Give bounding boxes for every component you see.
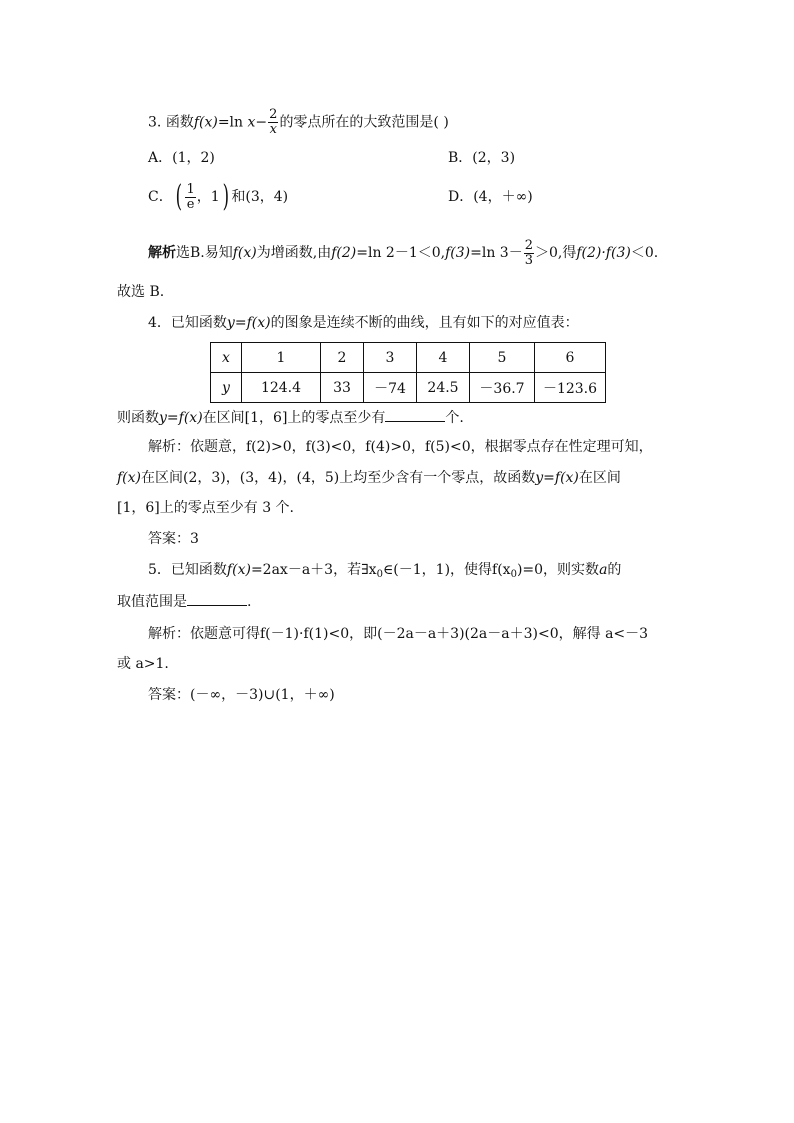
q3-option-a: A．(1，2)	[148, 150, 215, 166]
q3-solution-part2: 为增函数,由	[256, 245, 332, 261]
q4-after-b: 在区间[1，6]上的零点至少有	[202, 410, 386, 426]
left-paren-glyph: (	[175, 179, 182, 214]
q5-line2-b: .	[247, 594, 252, 610]
q4-analysis-eq: =	[543, 470, 555, 486]
q3-fraction	[268, 108, 278, 137]
table-cell: －123.6	[535, 373, 606, 403]
q3-stem	[148, 108, 449, 137]
q4-analysis-text: 在区间(2，3)，(3，4)，(4，5)上均至少含有一个零点，故函数	[141, 470, 536, 486]
q3-solution-part1: 选B.易知	[176, 245, 233, 261]
answer-blank	[187, 591, 247, 606]
q5-answer: 答案：(－∞，－3)∪(1，＋∞)	[148, 687, 335, 703]
q3-frac-num: 2	[269, 107, 278, 122]
q4-analysis-line2	[117, 468, 621, 488]
q3-stem-prefix: 函数	[165, 114, 194, 131]
table-row-label-x: x	[211, 343, 242, 373]
q3-option-c-tail: 和(3，4)	[231, 189, 289, 205]
table-cell: 5	[470, 343, 535, 373]
q4-question	[117, 407, 464, 428]
table-cell: －74	[364, 373, 417, 403]
q3-solution-part4: =ln 3－	[470, 245, 523, 261]
q4-after-eq: =	[166, 410, 179, 426]
table-cell: 33	[321, 373, 364, 403]
table-row	[211, 343, 606, 373]
q5-subscript-2: 0	[510, 569, 517, 580]
q3-option-d: D．(4，＋∞)	[448, 189, 533, 205]
q4-analysis-end: 在区间	[578, 470, 621, 486]
table-cell: 124.4	[242, 373, 321, 403]
q4-after-y: y	[159, 410, 167, 426]
q4-analysis-line3: [1，6]上的零点至少有 3 个.	[117, 500, 294, 516]
table-cell: 6	[535, 343, 606, 373]
q4-stem	[148, 313, 579, 333]
q5-stem-c: ∈(－1，1)，使得f(x	[382, 562, 511, 578]
q5-a: a	[599, 562, 608, 578]
q3-solution-f3: f(3)	[445, 245, 471, 261]
q5-stem-a: 已知函数	[170, 562, 227, 578]
q3-x: x	[247, 114, 256, 131]
q3-stem-suffix: 的零点所在的大致范围是( )	[279, 114, 449, 131]
table-cell: 3	[364, 343, 417, 373]
q3-solution-prod: f(2)·f(3)	[576, 245, 631, 261]
q4-stem-b: 的图象是连续不断的曲线，且有如下的对应值表：	[270, 315, 579, 331]
q3-option-c-frac-num: 1	[186, 181, 195, 197]
answer-blank	[385, 407, 445, 422]
q3-fx: f(x)	[193, 114, 218, 131]
table-cell: 4	[417, 343, 470, 373]
q3-option-c-fraction	[185, 183, 195, 212]
q5-stem-line2	[117, 591, 251, 612]
q5-stem-d: )=0，则实数	[516, 562, 600, 578]
q3-eq-ln: =ln	[217, 114, 244, 131]
q4-eq: =	[234, 315, 247, 331]
table-cell: 1	[242, 343, 321, 373]
q3-solution-f2: f(2)	[331, 245, 357, 261]
q4-number: 4．	[148, 315, 171, 331]
q5-stem	[148, 560, 621, 585]
q3-solution-part5: ＞0,得	[534, 245, 577, 261]
q5-fx: f(x)	[226, 562, 251, 578]
q5-number: 5．	[148, 562, 171, 578]
value-table	[210, 342, 606, 403]
q4-after-fx: f(x)	[178, 410, 203, 426]
q3-solution-fx: f(x)	[232, 245, 257, 261]
table-cell: －36.7	[470, 373, 535, 403]
q3-solution-frac-den: 3	[524, 252, 533, 268]
q3-solution-line2: 故选 B.	[117, 284, 165, 300]
q5-subscript: 0	[376, 569, 383, 580]
q5-line2-a: 取值范围是	[117, 594, 187, 610]
right-paren-glyph: )	[222, 179, 229, 214]
table-row-label-y: y	[211, 373, 242, 403]
q3-option-c-label: C．	[148, 189, 173, 205]
q3-solution	[148, 236, 658, 270]
q4-stem-a: 已知函数	[170, 315, 227, 331]
q5-stem-b: =2ax－a＋3，若∃x	[250, 562, 377, 578]
q3-solution-fraction	[524, 239, 534, 268]
q3-option-b: B．(2，3)	[448, 150, 516, 166]
q4-after-c: 个.	[445, 410, 464, 426]
q3-solution-part6: ＜0.	[630, 245, 659, 261]
table-row	[211, 373, 606, 403]
q4-analysis-fx2: f(x)	[554, 470, 579, 486]
q3-solution-lead: 解析	[148, 245, 176, 261]
table-cell: 24.5	[417, 373, 470, 403]
q3-option-c	[148, 178, 288, 216]
q5-analysis-line1: 解析：依题意可得f(－1)·f(1)<0，即(－2a－a＋3)(2a－a＋3)<0，解得 a<－3	[148, 626, 649, 642]
q4-analysis-line1: 解析：依题意，f(2)>0，f(3)<0，f(4)>0，f(5)<0，根据零点存在性定理可知，	[148, 439, 653, 455]
q4-analysis-y: y	[535, 470, 544, 486]
q3-solution-part3: =ln 2－1＜0,	[356, 245, 446, 261]
q3-minus: −	[255, 114, 268, 131]
q4-answer: 答案：3	[148, 531, 199, 547]
q3-solution-frac-num: 2	[524, 237, 533, 253]
q4-fx: f(x)	[246, 315, 271, 331]
q3-frac-den: x	[269, 122, 277, 137]
table-cell: 2	[321, 343, 364, 373]
q5-stem-e: 的	[607, 562, 622, 578]
q4-analysis-fx: f(x)	[117, 470, 142, 486]
q3-option-c-rest: ，1	[196, 189, 220, 205]
q5-analysis-line2: 或 a>1.	[117, 656, 169, 672]
q4-after-a: 则函数	[117, 410, 159, 426]
q3-option-c-frac-den: e	[186, 196, 195, 212]
q4-y: y	[226, 315, 235, 331]
q3-number: 3.	[148, 114, 162, 131]
